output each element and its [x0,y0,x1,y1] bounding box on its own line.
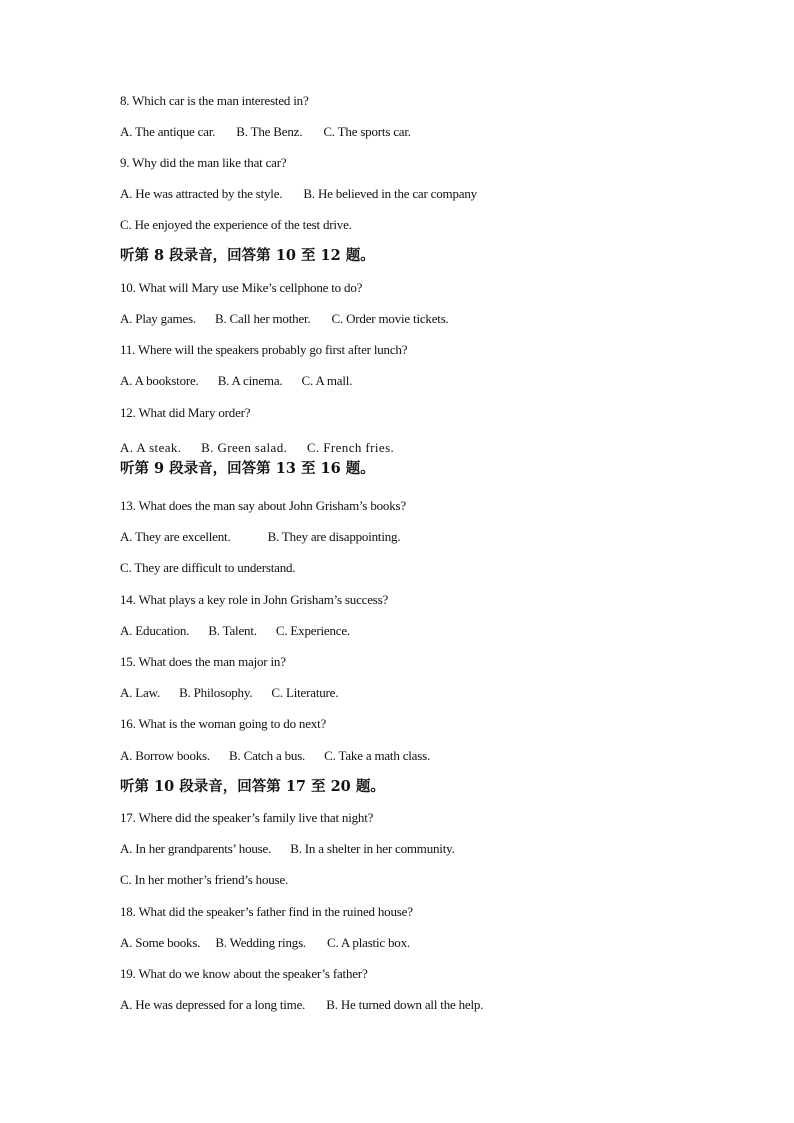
option-13b: B. They are disappointing. [267,529,401,544]
question-10-options [120,311,449,327]
question-18-stem: 18. What did the speaker’s father find in the ruined house? [120,904,413,919]
option-12c: C. French fries. [306,440,395,455]
question-9-options-ab [120,186,477,202]
option-17b: B. In a shelter in her community. [290,841,455,856]
option-14b: B. Talent. [208,623,257,638]
option-16c: C. Take a math class. [324,748,431,763]
question-15-stem: 15. What does the man major in? [120,654,286,669]
question-15-options [120,685,338,701]
question-17-stem: 17. Where did the speaker’s family live that night? [120,810,374,825]
option-10c: C. Order movie tickets. [331,311,449,326]
option-14c: C. Experience. [275,623,350,638]
question-12-options [120,440,394,456]
option-8b: B. The Benz. [236,124,303,139]
option-10a: A. Play games. [120,311,196,326]
question-17-options-ab [120,841,455,857]
option-15b: B. Philosophy. [179,685,253,700]
option-15c: C. Literature. [271,685,339,700]
question-14-stem: 14. What plays a key role in John Grisham’s success? [120,592,389,607]
question-8-stem: 8. Which car is the man interested in? [120,93,309,108]
option-12a: A. A steak. [120,440,182,455]
question-10-stem: 10. What will Mary use Mike’s cellphone to do? [120,280,363,295]
question-8-options [120,124,411,140]
section-9-heading: 听第 9 段录音，回答第 13 至 16 题。 [120,460,375,477]
option-13c: C. They are difficult to understand. [120,560,296,575]
option-9c: C. He enjoyed the experience of the test drive. [120,217,352,232]
option-19b: B. He turned down all the help. [326,997,484,1012]
question-11-options [120,373,352,389]
question-19-options-ab [120,997,483,1013]
question-19-stem: 19. What do we know about the speaker’s father? [120,966,368,981]
option-8c: C. The sports car. [323,124,411,139]
option-8a: A. The antique car. [120,124,216,139]
option-9a: A. He was attracted by the style. [120,186,283,201]
option-17a: A. In her grandparents’ house. [120,841,272,856]
question-16-stem: 16. What is the woman going to do next? [120,716,327,731]
option-16b: B. Catch a bus. [229,748,306,763]
option-14a: A. Education. [120,623,190,638]
option-18c: C. A plastic box. [327,935,410,950]
option-12b: B. Green salad. [201,440,288,455]
question-14-options [120,623,350,639]
option-11b: B. A cinema. [217,373,283,388]
option-16a: A. Borrow books. [120,748,210,763]
question-11-stem: 11. Where will the speakers probably go first after lunch? [120,342,408,357]
option-11a: A. A bookstore. [120,373,199,388]
option-18a: A. Some books. [120,935,201,950]
question-12-stem: 12. What did Mary order? [120,405,251,420]
option-9b: B. He believed in the car company [303,186,477,201]
option-17c: C. In her mother’s friend’s house. [120,872,289,887]
question-13-stem: 13. What does the man say about John Grisham’s books? [120,498,406,513]
question-9-stem: 9. Why did the man like that car? [120,155,287,170]
option-10b: B. Call her mother. [214,311,311,326]
option-13a: A. They are excellent. [120,529,231,544]
option-18b: B. Wedding rings. [215,935,306,950]
option-11c: C. A mall. [301,373,353,388]
question-18-options [120,935,410,951]
section-10-heading: 听第 10 段录音，回答第 17 至 20 题。 [120,778,385,795]
question-16-options [120,748,430,764]
section-8-heading: 听第 8 段录音，回答第 10 至 12 题。 [120,247,375,264]
option-19a: A. He was depressed for a long time. [120,997,306,1012]
question-13-options-ab [120,529,400,545]
option-15a: A. Law. [120,685,160,700]
